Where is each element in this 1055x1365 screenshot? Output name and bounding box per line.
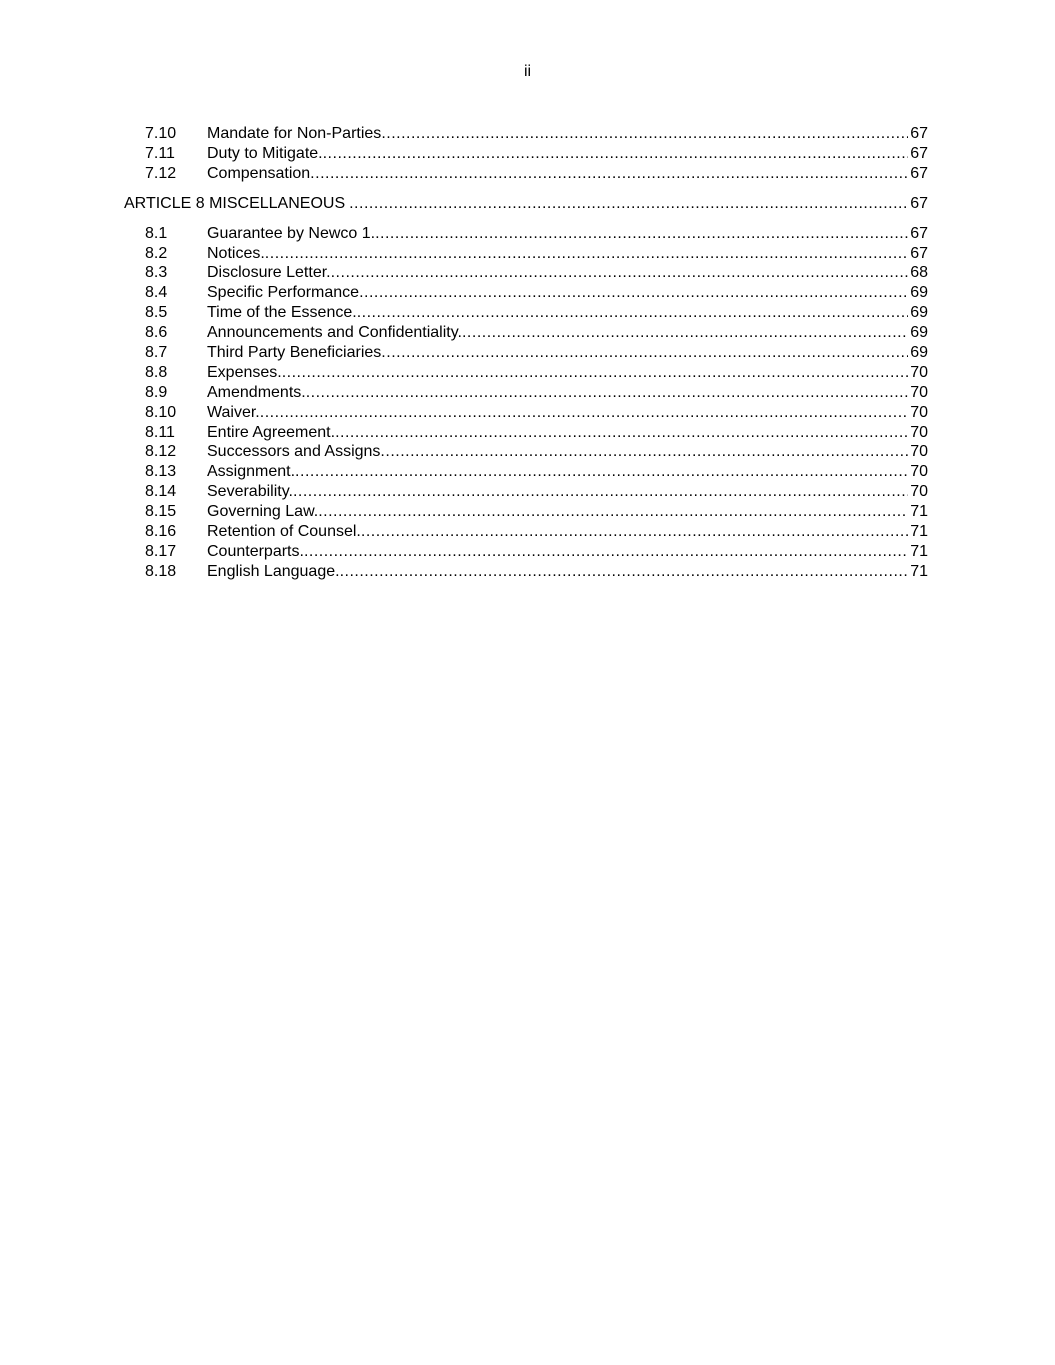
toc-entry[interactable] bbox=[0, 462, 1055, 482]
toc-entry-title: English Language. bbox=[207, 562, 340, 580]
toc-entry[interactable] bbox=[0, 423, 1055, 443]
toc-entry-number: 8.3 bbox=[145, 264, 168, 282]
toc-entry-title: Assignment. bbox=[207, 463, 296, 481]
toc-entry-number: 8.1 bbox=[145, 224, 168, 242]
toc-entry-page: 67 bbox=[910, 224, 928, 242]
toc-entry-page: 67 bbox=[910, 125, 928, 142]
toc-entry-page: 70 bbox=[910, 423, 928, 441]
toc-entry-number: 8.4 bbox=[145, 284, 168, 302]
toc-entry[interactable] bbox=[0, 323, 1055, 343]
toc-entry-page: 69 bbox=[910, 324, 928, 342]
toc-entry[interactable] bbox=[0, 502, 1055, 522]
toc-entry-title: Expenses. bbox=[207, 363, 282, 381]
toc-entry-number: 7.10 bbox=[145, 125, 177, 142]
toc-entry-page: 70 bbox=[910, 403, 928, 421]
toc-entry[interactable] bbox=[0, 383, 1055, 403]
toc-entry-title: Time of the Essence. bbox=[207, 304, 357, 322]
dot-leader bbox=[349, 194, 908, 214]
toc-entry-number: 8.11 bbox=[145, 423, 175, 441]
toc-entry[interactable] bbox=[0, 542, 1055, 562]
toc-entry-page: 70 bbox=[910, 363, 928, 381]
toc-entry-number: 8.15 bbox=[145, 503, 177, 521]
toc-entry-page: 69 bbox=[910, 284, 928, 302]
toc-entry-title: Governing Law. bbox=[207, 503, 319, 521]
toc-entry-title: Retention of Counsel. bbox=[207, 523, 361, 541]
dot-leader bbox=[335, 423, 908, 443]
toc-entry-page: 69 bbox=[910, 344, 928, 362]
toc-entry-page: 69 bbox=[910, 304, 928, 322]
toc-entry-title: Specific Performance bbox=[207, 284, 360, 302]
toc-entry[interactable] bbox=[0, 303, 1055, 323]
toc-entry-title: Entire Agreement. bbox=[207, 423, 336, 441]
toc-entry-title: Compensation bbox=[207, 164, 311, 182]
toc-entry-number: 8.2 bbox=[145, 244, 168, 262]
dot-leader bbox=[381, 124, 908, 144]
toc-entry-number: 8.6 bbox=[145, 324, 168, 342]
toc-entry-title: Mandate for Non-Parties bbox=[207, 125, 382, 142]
toc-entry[interactable] bbox=[0, 124, 1055, 144]
toc-entry-title: Third Party Beneficiaries bbox=[207, 344, 382, 362]
dot-leader bbox=[295, 462, 908, 482]
toc-entry-number: 8.13 bbox=[145, 463, 177, 481]
toc-article-title: ARTICLE 8 MISCELLANEOUS bbox=[124, 194, 346, 212]
toc-entry[interactable] bbox=[0, 482, 1055, 502]
toc-group-article-7 bbox=[0, 124, 1055, 184]
dot-leader bbox=[318, 502, 908, 522]
toc-entry-title: Notices. bbox=[207, 244, 265, 262]
toc-entry[interactable] bbox=[0, 283, 1055, 303]
toc-entry-number: 7.12 bbox=[145, 164, 177, 182]
toc-entry-number: 8.18 bbox=[145, 562, 177, 580]
toc-entry-title: Successors and Assigns bbox=[207, 443, 381, 461]
toc-entry-number: 8.7 bbox=[145, 344, 168, 362]
toc-entry-number: 7.11 bbox=[145, 144, 175, 162]
dot-leader bbox=[375, 224, 908, 244]
page-number: ii bbox=[523, 63, 532, 80]
dot-leader bbox=[359, 283, 908, 303]
toc-entry-page: 71 bbox=[910, 523, 928, 541]
toc-entry-title: Amendments. bbox=[207, 383, 306, 401]
dot-leader bbox=[282, 363, 908, 383]
dot-leader bbox=[306, 383, 908, 403]
dot-leader bbox=[340, 562, 909, 582]
dot-leader bbox=[293, 482, 908, 502]
dot-leader bbox=[265, 244, 908, 264]
dot-leader bbox=[381, 343, 908, 363]
toc-entry[interactable] bbox=[0, 244, 1055, 264]
toc-entry[interactable] bbox=[0, 164, 1055, 184]
toc-article-page: 67 bbox=[910, 194, 928, 212]
dot-leader bbox=[462, 323, 908, 343]
toc-entry-page: 68 bbox=[910, 264, 928, 282]
toc-entry-title: Announcements and Confidentiality. bbox=[207, 324, 462, 342]
toc-entry-number: 8.8 bbox=[145, 363, 168, 381]
toc-entry-page: 70 bbox=[910, 483, 928, 501]
toc-entry-page: 67 bbox=[910, 244, 928, 262]
toc-entry-title: Counterparts. bbox=[207, 542, 304, 560]
toc-entry-number: 8.17 bbox=[145, 542, 177, 560]
toc-entry[interactable] bbox=[0, 363, 1055, 383]
toc-entry-number: 8.9 bbox=[145, 383, 168, 401]
toc-article-heading[interactable] bbox=[0, 194, 1055, 214]
table-of-contents bbox=[0, 124, 1055, 582]
toc-entry-title: Guarantee by Newco 1. bbox=[207, 224, 376, 242]
toc-entry-page: 71 bbox=[910, 542, 928, 560]
toc-group-article-8 bbox=[0, 224, 1055, 582]
toc-entry-number: 8.5 bbox=[145, 304, 168, 322]
toc-entry-page: 70 bbox=[910, 383, 928, 401]
dot-leader bbox=[361, 522, 908, 542]
toc-entry-number: 8.12 bbox=[145, 443, 177, 461]
toc-entry[interactable] bbox=[0, 562, 1055, 582]
toc-entry[interactable] bbox=[0, 144, 1055, 164]
toc-entry-page: 70 bbox=[910, 463, 928, 481]
dot-leader bbox=[304, 542, 908, 562]
toc-entry-number: 8.16 bbox=[145, 523, 177, 541]
toc-entry-title: Duty to Mitigate. bbox=[207, 144, 323, 162]
dot-leader bbox=[357, 303, 909, 323]
toc-entry-title: Disclosure Letter. bbox=[207, 264, 331, 282]
toc-entry-number: 8.10 bbox=[145, 403, 177, 421]
toc-entry-number: 8.14 bbox=[145, 483, 177, 501]
toc-entry-title: Severability. bbox=[207, 483, 293, 501]
toc-entry-title: Waiver. bbox=[207, 403, 260, 421]
dot-leader bbox=[260, 403, 908, 423]
toc-entry[interactable] bbox=[0, 442, 1055, 462]
dot-leader bbox=[310, 164, 908, 184]
toc-entry-page: 71 bbox=[910, 562, 928, 580]
toc-entry-page: 70 bbox=[910, 443, 928, 461]
toc-entry-page: 71 bbox=[910, 503, 928, 521]
toc-entry[interactable] bbox=[0, 263, 1055, 283]
toc-entry-page: 67 bbox=[910, 144, 928, 162]
toc-entry[interactable] bbox=[0, 403, 1055, 423]
toc-entry[interactable] bbox=[0, 343, 1055, 363]
toc-entry[interactable] bbox=[0, 224, 1055, 244]
dot-leader bbox=[380, 442, 908, 462]
toc-entry-page: 67 bbox=[910, 164, 928, 182]
dot-leader bbox=[331, 263, 909, 283]
dot-leader bbox=[323, 144, 909, 164]
toc-entry[interactable] bbox=[0, 522, 1055, 542]
